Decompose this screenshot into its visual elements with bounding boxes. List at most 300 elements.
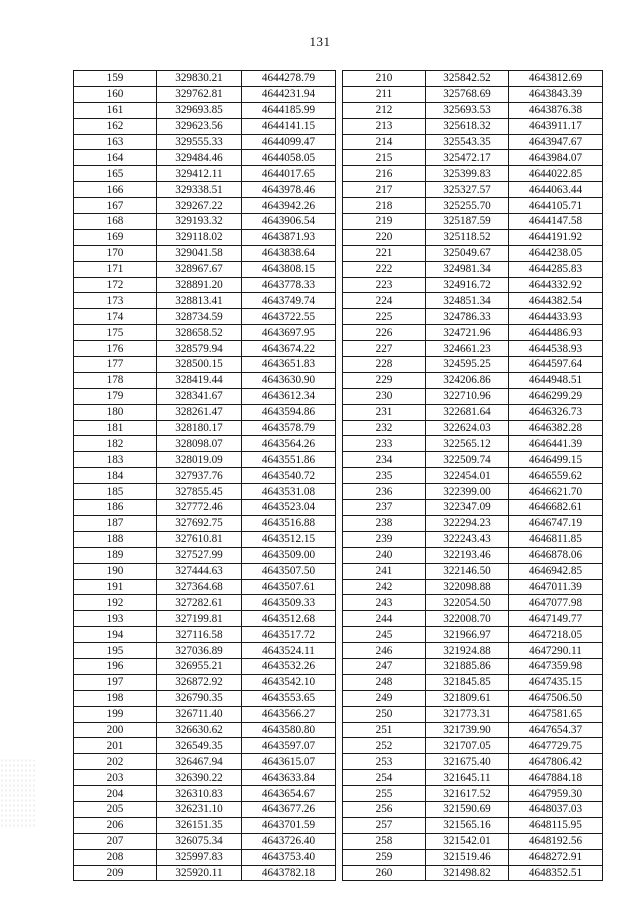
point-number-cell: 185	[74, 484, 157, 500]
coordinates-table-right-body	[343, 71, 603, 881]
x-coordinate-cell: 325618.32	[426, 118, 509, 134]
y-coordinate-cell: 4643542.10	[242, 674, 336, 690]
point-number-cell: 177	[74, 357, 157, 373]
y-coordinate-cell: 4647884.18	[509, 770, 603, 786]
y-coordinate-cell: 4643942.26	[242, 198, 336, 214]
table-row	[74, 134, 336, 150]
table-row	[343, 738, 603, 754]
y-coordinate-cell: 4644433.93	[509, 309, 603, 325]
point-number-cell: 209	[74, 865, 157, 881]
point-number-cell: 188	[74, 531, 157, 547]
point-number-cell: 248	[343, 674, 426, 690]
x-coordinate-cell: 324916.72	[426, 277, 509, 293]
x-coordinate-cell: 329762.81	[157, 86, 242, 102]
table-row	[343, 166, 603, 182]
table-row	[74, 71, 336, 87]
x-coordinate-cell: 325118.52	[426, 229, 509, 245]
x-coordinate-cell: 327199.81	[157, 611, 242, 627]
table-row	[74, 452, 336, 468]
table-row	[343, 404, 603, 420]
x-coordinate-cell: 329830.21	[157, 71, 242, 87]
y-coordinate-cell: 4646499.15	[509, 452, 603, 468]
y-coordinate-cell: 4647290.11	[509, 643, 603, 659]
point-number-cell: 194	[74, 627, 157, 643]
point-number-cell: 256	[343, 801, 426, 817]
point-number-cell: 237	[343, 500, 426, 516]
y-coordinate-cell: 4643651.83	[242, 357, 336, 373]
table-row	[343, 643, 603, 659]
y-coordinate-cell: 4647806.42	[509, 754, 603, 770]
table-row	[343, 229, 603, 245]
table-row	[343, 134, 603, 150]
table-row	[343, 468, 603, 484]
table-row	[343, 436, 603, 452]
table-row	[74, 865, 336, 881]
x-coordinate-cell: 329041.58	[157, 245, 242, 261]
y-coordinate-cell: 4647149.77	[509, 611, 603, 627]
table-row	[343, 118, 603, 134]
point-number-cell: 189	[74, 547, 157, 563]
table-row	[343, 182, 603, 198]
table-row	[343, 611, 603, 627]
y-coordinate-cell: 4643551.86	[242, 452, 336, 468]
y-coordinate-cell: 4643630.90	[242, 372, 336, 388]
y-coordinate-cell: 4646382.28	[509, 420, 603, 436]
table-row	[74, 817, 336, 833]
y-coordinate-cell: 4647581.65	[509, 706, 603, 722]
y-coordinate-cell: 4643753.40	[242, 849, 336, 865]
y-coordinate-cell: 4643633.84	[242, 770, 336, 786]
point-number-cell: 214	[343, 134, 426, 150]
table-row	[343, 547, 603, 563]
y-coordinate-cell: 4644538.93	[509, 341, 603, 357]
point-number-cell: 222	[343, 261, 426, 277]
table-row	[343, 309, 603, 325]
point-number-cell: 160	[74, 86, 157, 102]
y-coordinate-cell: 4647729.75	[509, 738, 603, 754]
table-row	[343, 563, 603, 579]
x-coordinate-cell: 325842.52	[426, 71, 509, 87]
y-coordinate-cell: 4644105.71	[509, 198, 603, 214]
point-number-cell: 259	[343, 849, 426, 865]
y-coordinate-cell: 4644141.15	[242, 118, 336, 134]
point-number-cell: 249	[343, 690, 426, 706]
x-coordinate-cell: 328180.17	[157, 420, 242, 436]
y-coordinate-cell: 4643507.61	[242, 579, 336, 595]
point-number-cell: 197	[74, 674, 157, 690]
x-coordinate-cell: 321707.05	[426, 738, 509, 754]
y-coordinate-cell: 4644238.05	[509, 245, 603, 261]
x-coordinate-cell: 321773.31	[426, 706, 509, 722]
point-number-cell: 182	[74, 436, 157, 452]
table-row	[74, 706, 336, 722]
x-coordinate-cell: 325920.11	[157, 865, 242, 881]
table-row	[343, 722, 603, 738]
x-coordinate-cell: 322294.23	[426, 515, 509, 531]
y-coordinate-cell: 4644231.94	[242, 86, 336, 102]
table-row	[74, 801, 336, 817]
y-coordinate-cell: 4643654.67	[242, 786, 336, 802]
point-number-cell: 174	[74, 309, 157, 325]
table-row	[74, 786, 336, 802]
x-coordinate-cell: 328813.41	[157, 293, 242, 309]
point-number-cell: 219	[343, 214, 426, 230]
x-coordinate-cell: 324721.96	[426, 325, 509, 341]
table-row	[74, 595, 336, 611]
x-coordinate-cell: 329623.56	[157, 118, 242, 134]
point-number-cell: 236	[343, 484, 426, 500]
table-row	[343, 817, 603, 833]
x-coordinate-cell: 329338.51	[157, 182, 242, 198]
point-number-cell: 205	[74, 801, 157, 817]
y-coordinate-cell: 4643906.54	[242, 214, 336, 230]
y-coordinate-cell: 4644022.85	[509, 166, 603, 182]
y-coordinate-cell: 4646878.06	[509, 547, 603, 563]
table-row	[74, 309, 336, 325]
coordinates-table-left	[73, 70, 336, 881]
point-number-cell: 242	[343, 579, 426, 595]
y-coordinate-cell: 4647435.15	[509, 674, 603, 690]
point-number-cell: 244	[343, 611, 426, 627]
y-coordinate-cell: 4647011.39	[509, 579, 603, 595]
y-coordinate-cell: 4643778.33	[242, 277, 336, 293]
point-number-cell: 245	[343, 627, 426, 643]
y-coordinate-cell: 4643782.18	[242, 865, 336, 881]
point-number-cell: 193	[74, 611, 157, 627]
point-number-cell: 240	[343, 547, 426, 563]
point-number-cell: 163	[74, 134, 157, 150]
point-number-cell: 257	[343, 817, 426, 833]
x-coordinate-cell: 325399.83	[426, 166, 509, 182]
point-number-cell: 254	[343, 770, 426, 786]
table-row	[74, 849, 336, 865]
point-number-cell: 195	[74, 643, 157, 659]
y-coordinate-cell: 4643978.46	[242, 182, 336, 198]
y-coordinate-cell: 4646441.39	[509, 436, 603, 452]
y-coordinate-cell: 4646621.70	[509, 484, 603, 500]
point-number-cell: 204	[74, 786, 157, 802]
table-row	[74, 420, 336, 436]
x-coordinate-cell: 322008.70	[426, 611, 509, 627]
table-row	[343, 484, 603, 500]
table-row	[343, 770, 603, 786]
x-coordinate-cell: 321645.11	[426, 770, 509, 786]
x-coordinate-cell: 327855.45	[157, 484, 242, 500]
y-coordinate-cell: 4646326.73	[509, 404, 603, 420]
x-coordinate-cell: 321498.82	[426, 865, 509, 881]
x-coordinate-cell: 329484.46	[157, 150, 242, 166]
point-number-cell: 200	[74, 722, 157, 738]
table-row	[74, 198, 336, 214]
point-number-cell: 168	[74, 214, 157, 230]
point-number-cell: 171	[74, 261, 157, 277]
y-coordinate-cell: 4644948.51	[509, 372, 603, 388]
y-coordinate-cell: 4646811.85	[509, 531, 603, 547]
table-row	[343, 674, 603, 690]
x-coordinate-cell: 325768.69	[426, 86, 509, 102]
x-coordinate-cell: 322710.96	[426, 388, 509, 404]
point-number-cell: 246	[343, 643, 426, 659]
point-number-cell: 192	[74, 595, 157, 611]
table-row	[343, 579, 603, 595]
x-coordinate-cell: 327610.81	[157, 531, 242, 547]
point-number-cell: 215	[343, 150, 426, 166]
x-coordinate-cell: 321542.01	[426, 833, 509, 849]
table-row	[343, 531, 603, 547]
y-coordinate-cell: 4643911.17	[509, 118, 603, 134]
point-number-cell: 198	[74, 690, 157, 706]
x-coordinate-cell: 326630.62	[157, 722, 242, 738]
x-coordinate-cell: 322054.50	[426, 595, 509, 611]
x-coordinate-cell: 328098.07	[157, 436, 242, 452]
table-row	[343, 849, 603, 865]
x-coordinate-cell: 326075.34	[157, 833, 242, 849]
table-row	[343, 245, 603, 261]
table-row	[74, 579, 336, 595]
y-coordinate-cell: 4643566.27	[242, 706, 336, 722]
y-coordinate-cell: 4643516.88	[242, 515, 336, 531]
x-coordinate-cell: 324206.86	[426, 372, 509, 388]
coordinates-table-left-body	[74, 71, 336, 881]
y-coordinate-cell: 4644058.05	[242, 150, 336, 166]
point-number-cell: 224	[343, 293, 426, 309]
y-coordinate-cell: 4643580.80	[242, 722, 336, 738]
y-coordinate-cell: 4643838.64	[242, 245, 336, 261]
y-coordinate-cell: 4643597.07	[242, 738, 336, 754]
point-number-cell: 183	[74, 452, 157, 468]
table-row	[74, 166, 336, 182]
y-coordinate-cell: 4643812.69	[509, 71, 603, 87]
y-coordinate-cell: 4643749.74	[242, 293, 336, 309]
point-number-cell: 216	[343, 166, 426, 182]
table-row	[74, 245, 336, 261]
point-number-cell: 172	[74, 277, 157, 293]
table-row	[74, 770, 336, 786]
point-number-cell: 232	[343, 420, 426, 436]
table-row	[74, 611, 336, 627]
x-coordinate-cell: 322347.09	[426, 500, 509, 516]
point-number-cell: 201	[74, 738, 157, 754]
table-row	[74, 372, 336, 388]
point-number-cell: 202	[74, 754, 157, 770]
x-coordinate-cell: 321519.46	[426, 849, 509, 865]
y-coordinate-cell: 4648115.95	[509, 817, 603, 833]
y-coordinate-cell: 4643594.86	[242, 404, 336, 420]
point-number-cell: 255	[343, 786, 426, 802]
table-row	[343, 71, 603, 87]
y-coordinate-cell: 4643984.07	[509, 150, 603, 166]
table-row	[74, 563, 336, 579]
x-coordinate-cell: 328019.09	[157, 452, 242, 468]
x-coordinate-cell: 326467.94	[157, 754, 242, 770]
y-coordinate-cell: 4647506.50	[509, 690, 603, 706]
point-number-cell: 251	[343, 722, 426, 738]
x-coordinate-cell: 329118.02	[157, 229, 242, 245]
point-number-cell: 175	[74, 325, 157, 341]
x-coordinate-cell: 325049.67	[426, 245, 509, 261]
point-number-cell: 173	[74, 293, 157, 309]
point-number-cell: 238	[343, 515, 426, 531]
point-number-cell: 208	[74, 849, 157, 865]
point-number-cell: 233	[343, 436, 426, 452]
y-coordinate-cell: 4644185.99	[242, 102, 336, 118]
point-number-cell: 176	[74, 341, 157, 357]
y-coordinate-cell: 4643578.79	[242, 420, 336, 436]
table-row	[74, 388, 336, 404]
table-row	[343, 690, 603, 706]
x-coordinate-cell: 325187.59	[426, 214, 509, 230]
table-row	[343, 325, 603, 341]
x-coordinate-cell: 326390.22	[157, 770, 242, 786]
x-coordinate-cell: 322509.74	[426, 452, 509, 468]
y-coordinate-cell: 4644017.65	[242, 166, 336, 182]
point-number-cell: 203	[74, 770, 157, 786]
x-coordinate-cell: 326310.83	[157, 786, 242, 802]
table-row	[343, 658, 603, 674]
table-row	[74, 658, 336, 674]
x-coordinate-cell: 321590.69	[426, 801, 509, 817]
table-row	[74, 118, 336, 134]
point-number-cell: 179	[74, 388, 157, 404]
x-coordinate-cell: 327116.58	[157, 627, 242, 643]
table-row	[74, 674, 336, 690]
table-row	[74, 102, 336, 118]
y-coordinate-cell: 4643512.15	[242, 531, 336, 547]
point-number-cell: 229	[343, 372, 426, 388]
table-row	[74, 754, 336, 770]
x-coordinate-cell: 326872.92	[157, 674, 242, 690]
x-coordinate-cell: 325693.53	[426, 102, 509, 118]
x-coordinate-cell: 322243.43	[426, 531, 509, 547]
point-number-cell: 199	[74, 706, 157, 722]
x-coordinate-cell: 329693.85	[157, 102, 242, 118]
point-number-cell: 212	[343, 102, 426, 118]
y-coordinate-cell: 4643808.15	[242, 261, 336, 277]
point-number-cell: 166	[74, 182, 157, 198]
table-row	[343, 515, 603, 531]
point-number-cell: 227	[343, 341, 426, 357]
table-row	[74, 86, 336, 102]
y-coordinate-cell: 4647077.98	[509, 595, 603, 611]
x-coordinate-cell: 328500.15	[157, 357, 242, 373]
y-coordinate-cell: 4643722.55	[242, 309, 336, 325]
y-coordinate-cell: 4643523.04	[242, 500, 336, 516]
x-coordinate-cell: 328734.59	[157, 309, 242, 325]
y-coordinate-cell: 4647218.05	[509, 627, 603, 643]
x-coordinate-cell: 326790.35	[157, 690, 242, 706]
y-coordinate-cell: 4648192.56	[509, 833, 603, 849]
table-row	[343, 388, 603, 404]
y-coordinate-cell: 4647359.98	[509, 658, 603, 674]
y-coordinate-cell: 4646747.19	[509, 515, 603, 531]
table-row	[343, 833, 603, 849]
x-coordinate-cell: 328891.20	[157, 277, 242, 293]
x-coordinate-cell: 329412.11	[157, 166, 242, 182]
y-coordinate-cell: 4644285.83	[509, 261, 603, 277]
scan-smudge	[0, 758, 36, 828]
x-coordinate-cell: 322098.88	[426, 579, 509, 595]
point-number-cell: 226	[343, 325, 426, 341]
point-number-cell: 206	[74, 817, 157, 833]
x-coordinate-cell: 326151.35	[157, 817, 242, 833]
table-row	[343, 261, 603, 277]
table-row	[74, 690, 336, 706]
x-coordinate-cell: 321565.16	[426, 817, 509, 833]
y-coordinate-cell: 4643615.07	[242, 754, 336, 770]
x-coordinate-cell: 324595.25	[426, 357, 509, 373]
point-number-cell: 180	[74, 404, 157, 420]
x-coordinate-cell: 321966.97	[426, 627, 509, 643]
table-row	[74, 484, 336, 500]
y-coordinate-cell: 4648272.91	[509, 849, 603, 865]
point-number-cell: 228	[343, 357, 426, 373]
table-row	[74, 531, 336, 547]
table-row	[74, 182, 336, 198]
table-row	[343, 277, 603, 293]
table-row	[343, 150, 603, 166]
y-coordinate-cell: 4643564.26	[242, 436, 336, 452]
table-row	[74, 404, 336, 420]
y-coordinate-cell: 4644278.79	[242, 71, 336, 87]
x-coordinate-cell: 324661.23	[426, 341, 509, 357]
y-coordinate-cell: 4648037.03	[509, 801, 603, 817]
table-row	[343, 214, 603, 230]
point-number-cell: 235	[343, 468, 426, 484]
point-number-cell: 161	[74, 102, 157, 118]
point-number-cell: 207	[74, 833, 157, 849]
y-coordinate-cell: 4643612.34	[242, 388, 336, 404]
y-coordinate-cell: 4644147.58	[509, 214, 603, 230]
point-number-cell: 159	[74, 71, 157, 87]
point-number-cell: 239	[343, 531, 426, 547]
y-coordinate-cell: 4647654.37	[509, 722, 603, 738]
y-coordinate-cell: 4644191.92	[509, 229, 603, 245]
y-coordinate-cell: 4643524.11	[242, 643, 336, 659]
x-coordinate-cell: 327772.46	[157, 500, 242, 516]
x-coordinate-cell: 329267.22	[157, 198, 242, 214]
point-number-cell: 253	[343, 754, 426, 770]
table-row	[74, 738, 336, 754]
point-number-cell: 210	[343, 71, 426, 87]
y-coordinate-cell: 4644332.92	[509, 277, 603, 293]
point-number-cell: 217	[343, 182, 426, 198]
x-coordinate-cell: 329555.33	[157, 134, 242, 150]
table-row	[74, 627, 336, 643]
table-row	[343, 293, 603, 309]
x-coordinate-cell: 328261.47	[157, 404, 242, 420]
x-coordinate-cell: 328419.44	[157, 372, 242, 388]
x-coordinate-cell: 327527.99	[157, 547, 242, 563]
y-coordinate-cell: 4643532.26	[242, 658, 336, 674]
y-coordinate-cell: 4644597.64	[509, 357, 603, 373]
point-number-cell: 234	[343, 452, 426, 468]
table-row	[74, 261, 336, 277]
y-coordinate-cell: 4644099.47	[242, 134, 336, 150]
table-row	[74, 722, 336, 738]
table-row	[343, 372, 603, 388]
point-number-cell: 167	[74, 198, 157, 214]
y-coordinate-cell: 4643540.72	[242, 468, 336, 484]
y-coordinate-cell: 4643553.65	[242, 690, 336, 706]
y-coordinate-cell: 4643531.08	[242, 484, 336, 500]
point-number-cell: 231	[343, 404, 426, 420]
point-number-cell: 241	[343, 563, 426, 579]
point-number-cell: 221	[343, 245, 426, 261]
table-row	[74, 357, 336, 373]
x-coordinate-cell: 322146.50	[426, 563, 509, 579]
x-coordinate-cell: 328658.52	[157, 325, 242, 341]
table-row	[74, 547, 336, 563]
